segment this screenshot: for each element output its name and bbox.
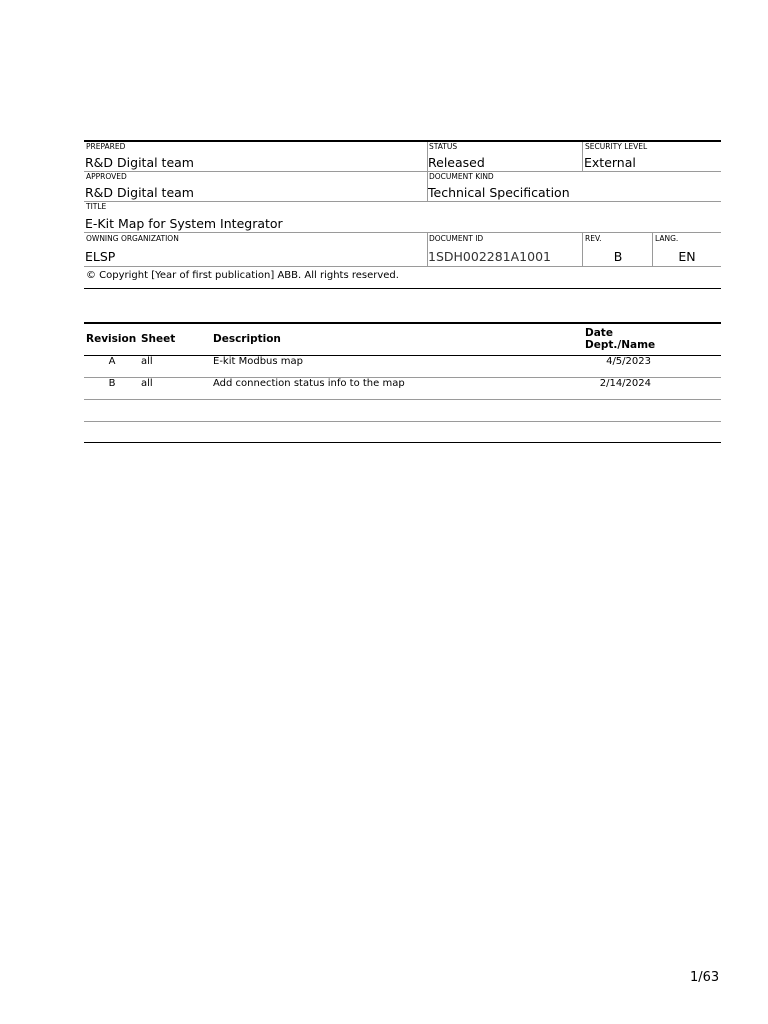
owning-organization-value: ELSP — [85, 249, 116, 264]
status-value: Released — [428, 155, 485, 170]
row-divider — [84, 232, 721, 233]
revision-cell: B — [108, 378, 116, 389]
col-header-description: Description — [213, 333, 281, 345]
page-number: 1/63 — [690, 970, 720, 985]
col-header-sheet: Sheet — [141, 333, 176, 345]
status-label: STATUS — [429, 142, 458, 151]
row-divider — [84, 421, 721, 422]
header-bottom-rule — [84, 288, 721, 289]
prepared-value: R&D Digital team — [85, 155, 194, 170]
rev-value: B — [613, 249, 623, 264]
column-divider — [652, 233, 653, 266]
rev-label: REV. — [585, 234, 602, 243]
security-level-label: SECURITY LEVEL — [585, 142, 648, 151]
revision-cell: A — [108, 356, 116, 367]
table-top-rule — [84, 322, 721, 324]
document-id-label: DOCUMENT ID — [429, 234, 484, 243]
description-cell: Add connection status info to the map — [213, 378, 405, 389]
lang-label: LANG. — [655, 234, 679, 243]
document-kind-label: DOCUMENT KIND — [429, 172, 494, 181]
row-divider — [84, 201, 721, 202]
copyright-text: © Copyright [Year of first publication] ABB. All rights reserved. — [86, 270, 399, 281]
approved-label: APPROVED — [86, 172, 127, 181]
row-divider — [84, 266, 721, 267]
date-cell: 4/5/2023 — [606, 356, 651, 367]
row-divider — [84, 171, 721, 172]
owning-organization-label: OWNING ORGANIZATION — [86, 234, 179, 243]
security-level-value: External — [584, 155, 636, 170]
row-divider — [84, 399, 721, 400]
prepared-label: PREPARED — [86, 142, 126, 151]
date-cell: 2/14/2024 — [599, 378, 651, 389]
column-divider — [582, 142, 583, 171]
col-header-revision: Revision — [86, 333, 137, 345]
document-id-value: 1SDH002281A1001 — [428, 249, 551, 264]
column-divider — [427, 233, 428, 266]
title-value: E-Kit Map for System Integrator — [85, 216, 283, 231]
lang-value: EN — [678, 249, 696, 264]
col-header-dept-name: Dept./Name — [585, 339, 656, 351]
approved-value: R&D Digital team — [85, 185, 194, 200]
column-divider — [582, 233, 583, 266]
col-header-date: Date — [585, 327, 613, 339]
sheet-cell: all — [141, 378, 153, 389]
sheet-cell: all — [141, 356, 153, 367]
title-label: TITLE — [86, 202, 107, 211]
table-bottom-rule — [84, 442, 721, 443]
description-cell: E-kit Modbus map — [213, 356, 303, 367]
document-kind-value: Technical Specification — [428, 185, 570, 200]
